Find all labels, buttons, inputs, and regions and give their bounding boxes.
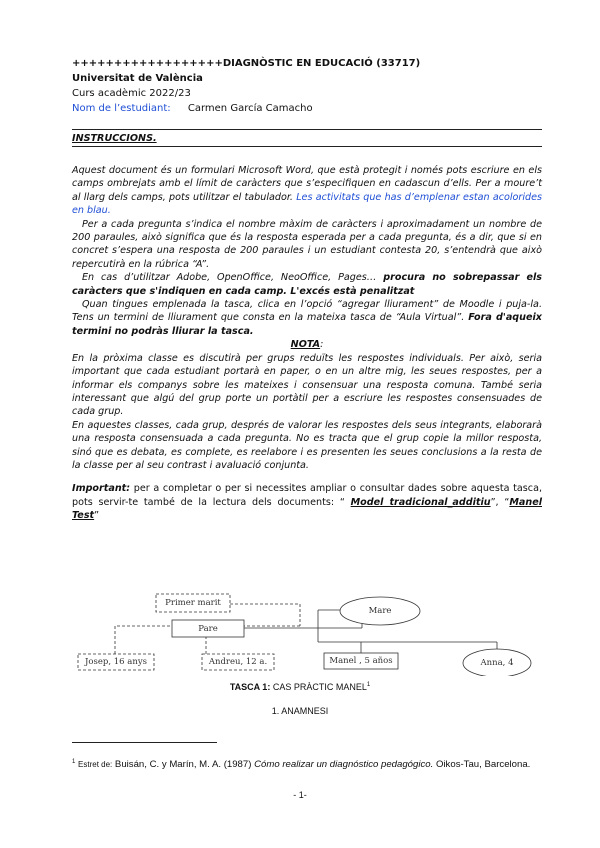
university: Universitat de València: [72, 73, 203, 84]
child4-label: Anna, 4: [480, 658, 514, 668]
mother-label: Mare: [368, 606, 392, 616]
academic-year: Curs acadèmic 2022/23: [72, 88, 191, 99]
top-rule: [72, 129, 542, 130]
family-diagram: [72, 584, 542, 676]
student-row: [72, 101, 313, 116]
important-paragraph: Important: per a completar o per si necessites ampliar o consultar dades sobre aquesta tasca, pots servir-te també de la lectura dels documents: “ Model tradicional_additiu”, “Manel Test”: [72, 483, 542, 522]
instructions-heading: INSTRUCCIONS.: [72, 133, 157, 144]
first-husband-label: Primer marit: [165, 598, 221, 608]
instructions-body: [72, 164, 542, 523]
father-label: Pare: [198, 623, 218, 634]
student-label: Nom de l’estudiant:: [72, 103, 171, 114]
task-caption: TASCA 1: CAS PRÀCTIC MANEL$^1$: [229, 682, 371, 692]
spacer: [72, 472, 542, 482]
blue-note: Les activitats que has d’emplenar estan acolorides en blau.: [72, 191, 542, 217]
section-title: 1. ANAMNESI: [271, 706, 329, 716]
instructions-paragraph: Quan tingues emplenada la tasca, clica en l’opció “agregar lliurament” de Moodle i puja-la. Tens un termini de lliurament que consta en la mateixa tasca de “Aula Virtual”. Fora d'aqueix termini no podràs lliurar la tasca.: [72, 299, 542, 337]
child2-label: Andreu, 12 a.: [208, 657, 268, 667]
note-paragraph: En la pròxima classe es discutirà per grups reduïts les respostes individuals. Per això, seria important que cada estudiant portarà en paper, o en un altre mig, les seues respostes, per a informar els companys sobre les mateixes i consensuar una resposta comuna. També seria interessant que algú del grup porte un portàtil per a escriure les respostes consensuades de cada grup.: [72, 352, 542, 418]
instructions-paragraph: Aquest document és un formulari Microsoft Word, que està protegit i només pots escriure en els camps ombrejats amb el límit de caràcters que s’especifiquen en cadascun d’ells. Per a moure’t al llarg dels camps, pots utilitzar el tabulador. Les activitats que has d’emplenar estan acolorides en blau.: [72, 165, 542, 217]
course-title: ++++++++++++++++++DIAGNÒSTIC EN EDUCACIÓ (33717): [72, 58, 421, 69]
footnote-rule: [72, 742, 217, 743]
footnote: $^1$ Estret de: Buisán, C. y Marín, M. A. (1987) Cómo realizar un diagnóstico pedagógico. Oikos-Tau, Barcelona.: [72, 759, 531, 771]
child3-label: Manel , 5 años: [329, 656, 393, 666]
student-name-field[interactable]: Carmen García Camacho: [187, 103, 313, 114]
page-number: - 1-: [293, 790, 307, 800]
note-paragraph: En aquestes classes, cada grup, després de valorar les respostes dels seus integrants, elaborarà una resposta consensuada a cada pregunta. No es tracta que el grup copie la millor resposta, sinó que es debata, es complete, es reelabore i es presenten les seues conclusions a la resta de la classe per al seu contrast i avaluació conjunta.: [72, 419, 542, 471]
instructions-paragraph: En cas d’utilitzar Adobe, OpenOffice, NeoOffice, Pages… procura no sobrepassar els caràcters que s'indiquen en cada camp. L'excés està penalitzat: [72, 272, 543, 297]
heading-rule: [72, 146, 542, 147]
child1-label: Josep, 16 anys: [85, 657, 147, 667]
note-heading: NOTA:: [290, 339, 324, 351]
instructions-paragraph: Per a cada pregunta s’indica el nombre màxim de caràcters i aproximadament un nombre de 200 paraules, això significa que és la resposta esperada per a cada pregunta, és a dir, que si en concret s’espera una resposta de 200 paraules i un estudiant contesta 20, s’entendrà que això repercutirà en la rúbrica “A”.: [72, 218, 542, 270]
